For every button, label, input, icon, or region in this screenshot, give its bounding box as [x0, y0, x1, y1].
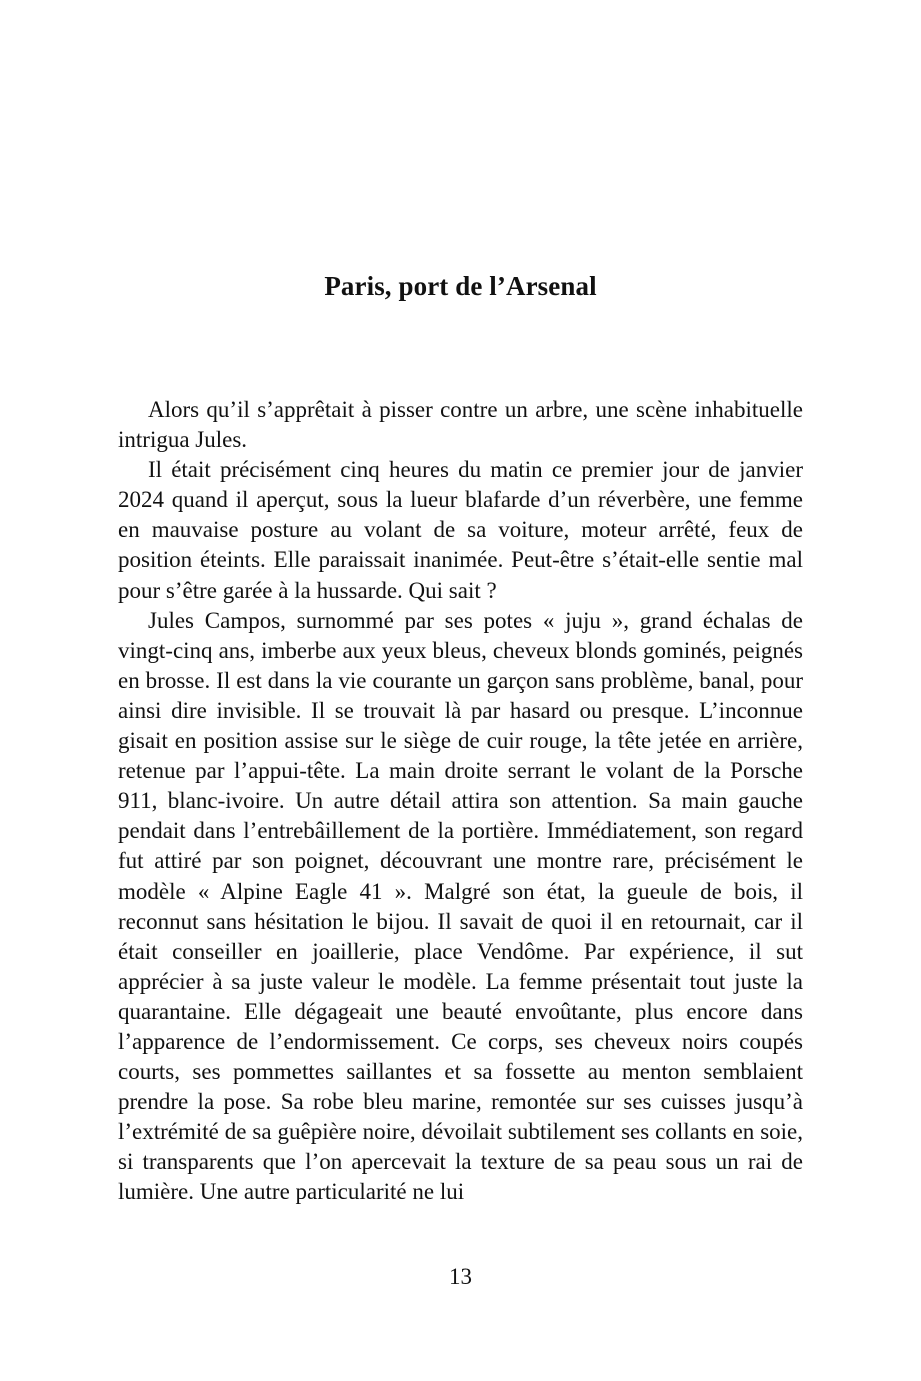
chapter-body — [118, 395, 803, 1208]
paragraph: Jules Campos, surnommé par ses potes « juju », grand échalas de vingt-cinq ans, imberbe aux yeux bleus, cheveux blonds gominés, peignés en brosse. Il est dans la vie courante un garçon sans problème, banal, pour ainsi dire invisible. Il se trouvait là par hasard ou presque. L’inconnue gisait en position assise sur le siège de cuir rouge, la tête jetée en arrière, retenue par l’appui-tête. La main droite serrant le volant de la Porsche 911, blanc-ivoire. Un autre détail attira son attention. Sa main gauche pendait dans l’entrebâillement de la portière. Immédiatement, son regard fut attiré par son poignet, découvrant une montre rare, précisément le modèle « Alpine Eagle 41 ». Malgré son état, la gueule de bois, il reconnut sans hésitation le bijou. Il savait de quoi il en retournait, car il était conseiller en joaillerie, place Vendôme. Par expérience, il sut apprécier à sa juste valeur le modèle. La femme présentait tout juste la quarantaine. Elle dégageait une beauté envoûtante, plus encore dans l’apparence de l’endormissement. Ce corps, ses cheveux noirs coupés courts, ses pommettes saillantes et sa fossette au menton semblaient prendre la pose. Sa robe bleu marine, remontée sur ses cuisses jusqu’à l’extrémité de sa guêpière noire, dévoilait subtilement ses collants en soie, si transparents que l’on apercevait la texture de sa peau sous un rai de lumière. Une autre particularité ne lui — [118, 607, 803, 1205]
page-number: 13 — [449, 1264, 472, 1289]
paragraph: Alors qu’il s’apprêtait à pisser contre un arbre, une scène inhabituelle intrigua Jules. — [118, 397, 803, 453]
chapter-title: Paris, port de l’Arsenal — [324, 271, 597, 301]
paragraph: Il était précisément cinq heures du matin ce premier jour de janvier 2024 quand il aperçut, sous la lueur blafarde d’un réverbère, une femme en mauvaise posture au volant de sa voiture, moteur arrêté, feux de position éteints. Elle paraissait inanimée. Peut-être s’était-elle sentie mal pour s’être garée à la hussarde. Qui sait ? — [118, 457, 803, 603]
